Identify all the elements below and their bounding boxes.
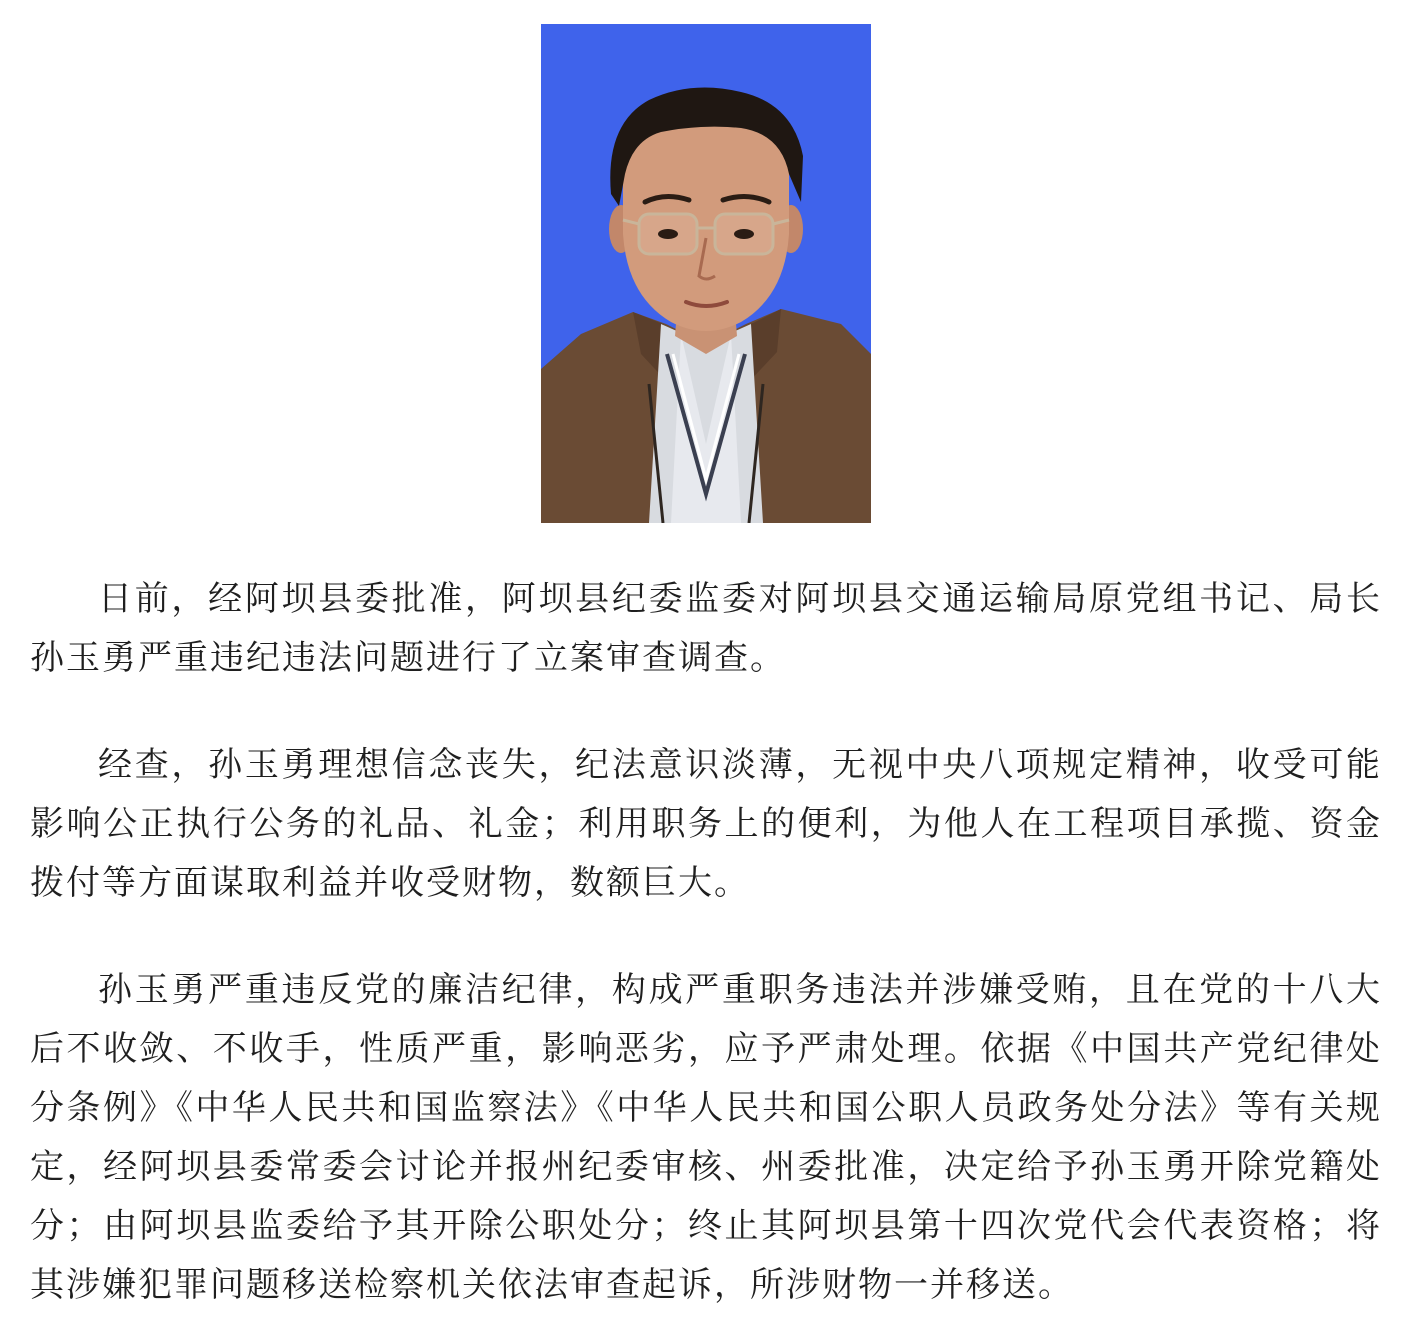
article-paragraph-3: 孙玉勇严重违反党的廉洁纪律，构成严重职务违法并涉嫌受贿，且在党的十八大后不收敛、不收手，性质严重，影响恶劣，应予严肃处理。依据《中国共产党纪律处分条例》《中华人民共和国监察法》《中华人民共和国公职人员政务处分法》等有关规定，经阿坝县委常委会讨论并报州纪委审核、州委批准，决定给予孙玉勇开除党籍处分；由阿坝县监委给予其开除公职处分；终止其阿坝县第十四次党代会代表资格；将其涉嫌犯罪问题移送检察机关依法审查起诉，所涉财物一并移送。 bbox=[30, 970, 1382, 1305]
portrait-photo bbox=[541, 24, 871, 523]
article-paragraph-1: 日前，经阿坝县委批准，阿坝县纪委监委对阿坝县交通运输局原党组书记、局长孙玉勇严重违纪违法问题进行了立案审查调查。 bbox=[30, 579, 1382, 678]
portrait-illustration bbox=[541, 24, 871, 523]
article-body bbox=[30, 570, 1382, 1315]
article-paragraph-2: 经查，孙玉勇理想信念丧失，纪法意识淡薄，无视中央八项规定精神，收受可能影响公正执行公务的礼品、礼金；利用职务上的便利，为他人在工程项目承揽、资金拨付等方面谋取利益并收受财物，数额巨大。 bbox=[30, 745, 1382, 903]
